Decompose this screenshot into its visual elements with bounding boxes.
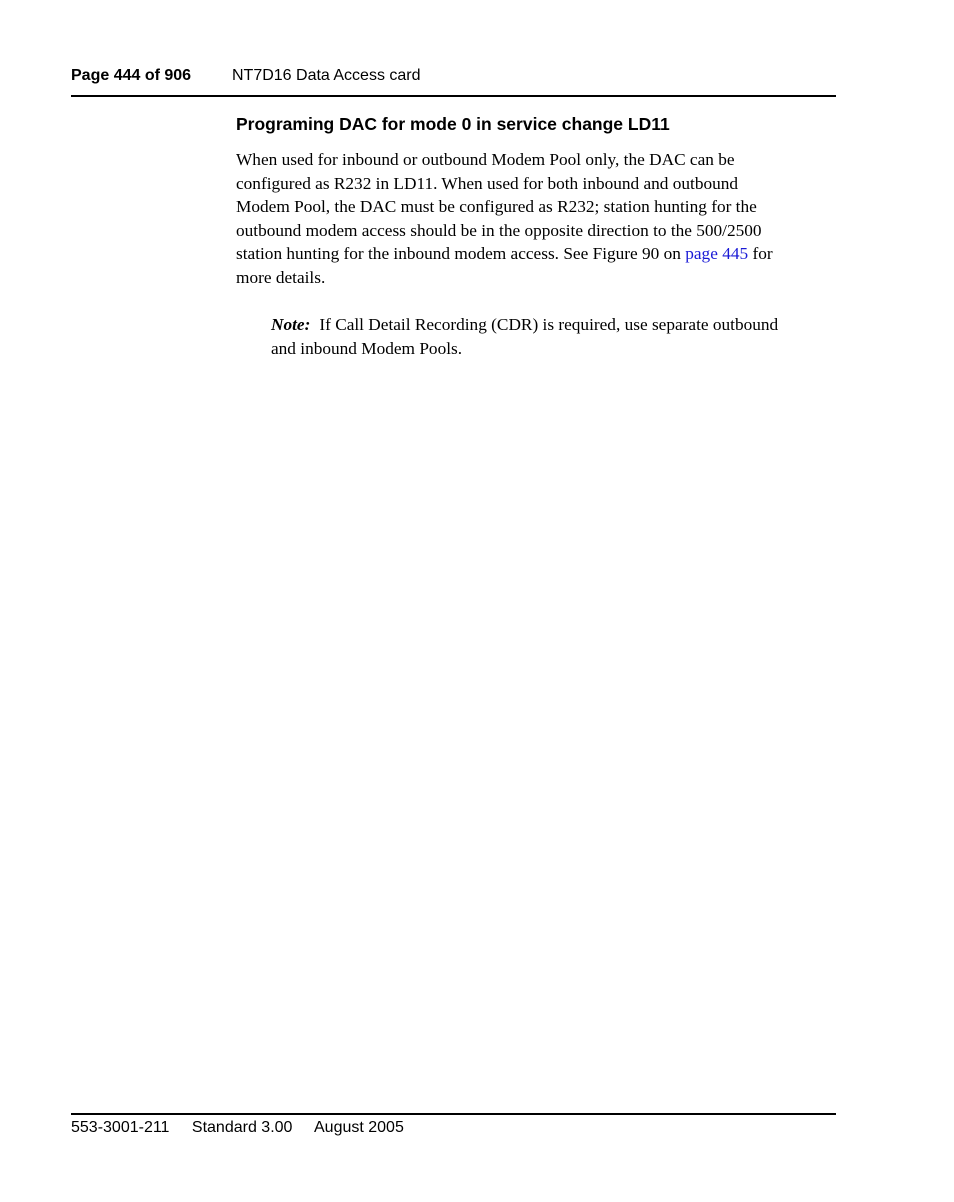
note-block bbox=[271, 313, 836, 360]
paragraph-line bbox=[236, 242, 836, 266]
paragraph-line: outbound modem access should be in the opposite direction to the 500/2500 bbox=[236, 220, 762, 240]
body-paragraph bbox=[236, 148, 836, 289]
page-header bbox=[71, 66, 421, 86]
note-text: If Call Detail Recording (CDR) is required, use separate outbound bbox=[319, 315, 779, 334]
note-line bbox=[271, 313, 836, 337]
paragraph-text: for bbox=[748, 244, 773, 263]
paragraph-line: When used for inbound or outbound Modem Pool only, the DAC can be bbox=[236, 150, 735, 169]
section-heading: Programing DAC for mode 0 in service change LD11 bbox=[236, 114, 670, 134]
header-divider bbox=[71, 95, 836, 97]
note-label: Note: bbox=[271, 315, 311, 334]
standard-version: Standard 3.00 bbox=[191, 1119, 293, 1136]
paragraph-text: station hunting for the inbound modem access. See Figure 90 on bbox=[236, 244, 686, 263]
footer-divider bbox=[71, 1113, 836, 1115]
paragraph-line: Modem Pool, the DAC must be configured as R232; station hunting for the bbox=[236, 197, 757, 216]
page-445-link[interactable]: page 445 bbox=[685, 244, 749, 263]
paragraph-line: more details. bbox=[236, 267, 326, 287]
document-title: NT7D16 Data Access card bbox=[232, 67, 421, 84]
publication-date: August 2005 bbox=[314, 1119, 404, 1136]
page-number: Page 444 of 906 bbox=[71, 67, 192, 84]
page-footer bbox=[71, 1118, 422, 1138]
document-number: 553-3001-211 bbox=[71, 1119, 170, 1136]
paragraph-line: configured as R232 in LD11. When used for both inbound and outbound bbox=[236, 173, 739, 193]
note-line: and inbound Modem Pools. bbox=[271, 338, 463, 358]
